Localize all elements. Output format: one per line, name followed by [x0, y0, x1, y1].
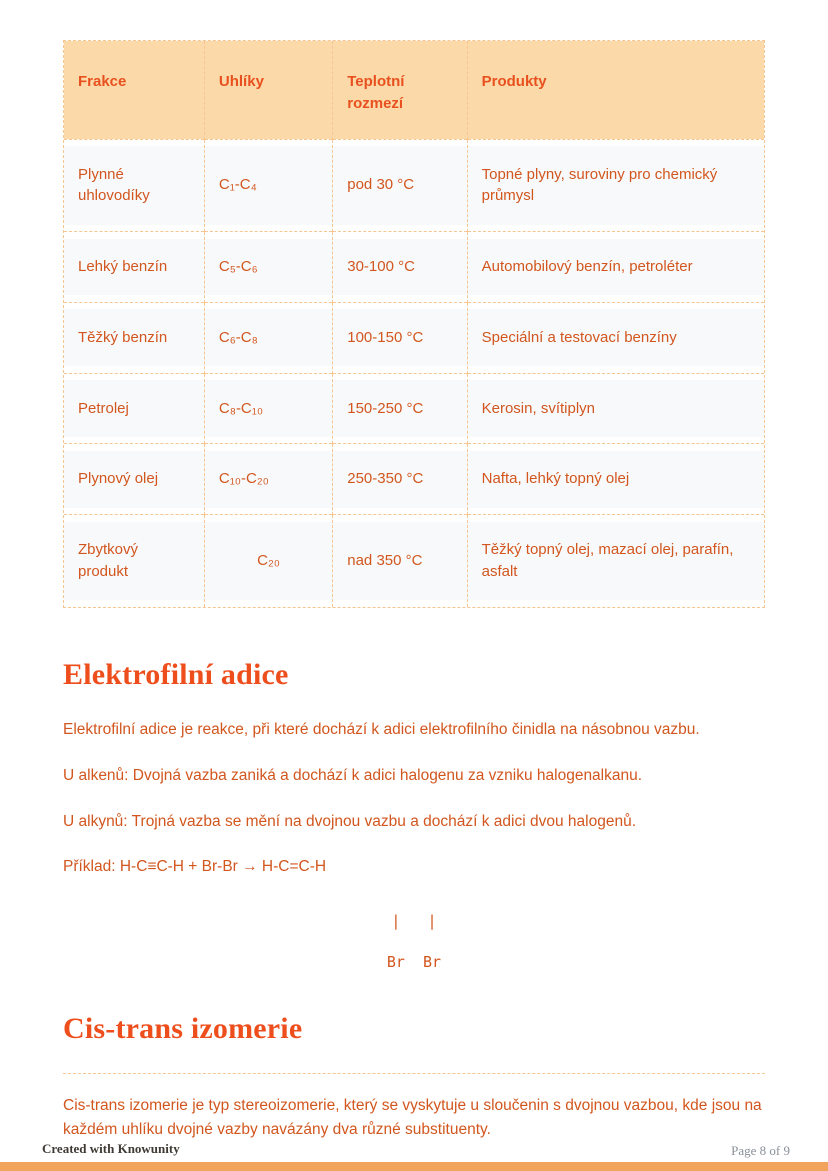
cell-uhliky: C₅-C₆ — [204, 232, 332, 303]
cell-uhliky: C₂₀ — [204, 515, 332, 607]
table-header-teplotni: Teplotní rozmezí — [333, 41, 467, 139]
cell-teplota: 250-350 °C — [333, 444, 467, 515]
cell-teplota: pod 30 °C — [333, 139, 467, 232]
fraction-table-wrap — [63, 40, 765, 608]
footer-page-number: Page 8 of 9 — [731, 1143, 790, 1158]
table-row — [64, 373, 764, 444]
cell-produkty: Nafta, lehký topný olej — [467, 444, 764, 515]
section-heading-elektrofilni-adice: Elektrofilní adice — [63, 657, 289, 691]
paragraph: Cis-trans izomerie je typ stereoizomerie, který se vyskytuje u sloučenin s dvojnou vazbou, kde jsou na každém uhlíku dvojné vazby navázány dva různé substituenty. — [63, 1096, 762, 1139]
table-row — [64, 444, 764, 515]
code-line-bonds: | | — [391, 912, 437, 931]
paragraph: U alkynů: Trojná vazba se mění na dvojnou vazbu a dochází k adici dvou halogenů. — [63, 812, 637, 830]
cell-frakce: Zbytkový produkt — [64, 515, 204, 607]
page-bottom-accent-bar — [0, 1162, 828, 1171]
cell-produkty: Topné plyny, suroviny pro chemický průmysl — [467, 139, 764, 232]
table-row — [64, 302, 764, 373]
cell-produkty: Automobilový benzín, petroléter — [467, 232, 764, 303]
cell-produkty: Kerosin, svítiplyn — [467, 373, 764, 444]
fraction-table — [64, 41, 764, 607]
cell-produkty: Speciální a testovací benzíny — [467, 302, 764, 373]
cell-frakce: Petrolej — [64, 373, 204, 444]
table-row — [64, 139, 764, 232]
cell-teplota: 30-100 °C — [333, 232, 467, 303]
table-header-uhliky: Uhlíky — [204, 41, 332, 139]
cell-produkty: Těžký topný olej, mazací olej, parafín, asfalt — [467, 515, 764, 607]
paragraph-priklad: Příklad: H-C≡C-H + Br-Br → H-C=C-H — [63, 858, 327, 876]
cell-frakce: Plynné uhlovodíky — [64, 139, 204, 232]
table-row — [64, 515, 764, 607]
cell-uhliky: C₈-C₁₀ — [204, 373, 332, 444]
table-header-frakce: Frakce — [64, 41, 204, 139]
cell-teplota: 150-250 °C — [333, 373, 467, 444]
cell-uhliky: C₁-C₄ — [204, 139, 332, 232]
cell-frakce: Plynový olej — [64, 444, 204, 515]
footer-credit: Created with Knowunity — [42, 1141, 180, 1156]
cell-uhliky: C₁₀-C₂₀ — [204, 444, 332, 515]
section-heading-cis-trans-izomerie: Cis-trans izomerie — [63, 1012, 303, 1046]
dashed-separator — [63, 1073, 765, 1074]
table-header-produkty: Produkty — [467, 41, 764, 139]
table-row — [64, 232, 764, 303]
cell-teplota: nad 350 °C — [333, 515, 467, 607]
cell-teplota: 100-150 °C — [333, 302, 467, 373]
code-line-br: Br Br — [386, 952, 442, 971]
paragraph: U alkenů: Dvojná vazba zaniká a dochází k adici halogenu za vzniku halogenalkanu. — [63, 766, 643, 784]
cell-frakce: Lehký benzín — [64, 232, 204, 303]
cell-frakce: Těžký benzín — [64, 302, 204, 373]
cell-uhliky: C₆-C₈ — [204, 302, 332, 373]
paragraph: Elektrofilní adice je reakce, při které dochází k adici elektrofilního činidla na násobnou vazbu. — [63, 721, 700, 738]
table-header-row — [64, 41, 764, 139]
reaction-structure-block — [63, 901, 765, 982]
